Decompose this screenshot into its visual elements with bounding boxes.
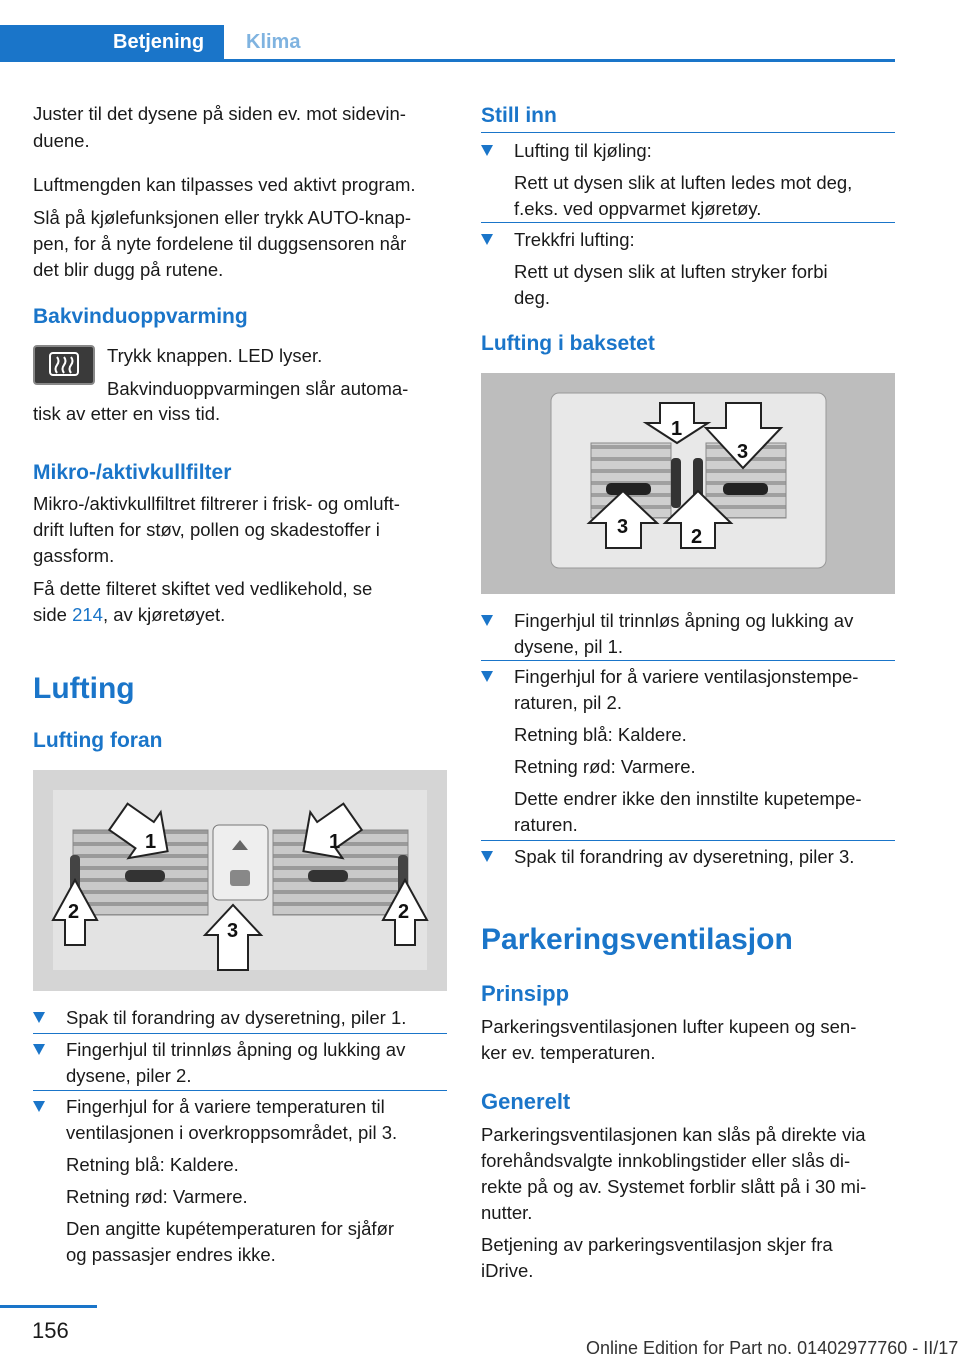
figure-label: 2 — [398, 901, 410, 923]
text-line: dysene, pil 1. — [514, 636, 624, 657]
page-number: 156 — [32, 1318, 69, 1343]
heading-parking-vent: Parkeringsventilasjon — [481, 923, 793, 956]
text-fragment: side — [33, 604, 73, 625]
text-line: Retning rød: Varmere. — [514, 756, 696, 777]
text-line: Betjening av parkeringsventilasjon skjer fra — [481, 1234, 833, 1255]
rear-defrost-glyph — [35, 347, 93, 383]
text-line: Parkeringsventilasjonen kan slås på direkte via — [481, 1124, 866, 1145]
text-line: dysene, piler 2. — [66, 1065, 192, 1086]
figure-label: 1 — [329, 831, 341, 853]
footer-rule — [0, 1305, 97, 1308]
text-line: gassform. — [33, 545, 115, 566]
bullet-triangle-icon — [33, 1101, 45, 1112]
text-line: deg. — [514, 287, 551, 308]
figure-label: 2 — [68, 901, 80, 923]
heading-front-vent: Lufting foran — [33, 729, 163, 752]
heading-filter: Mikro-/aktivkullfilter — [33, 461, 232, 484]
figure-label: 1 — [671, 418, 683, 440]
text-fragment: , av kjøretøyet. — [102, 604, 226, 625]
text-line: Lufting til kjøling: — [514, 140, 652, 161]
rear-vent-illustration — [481, 373, 895, 594]
heading-rear-defrost: Bakvinduoppvarming — [33, 305, 248, 328]
rear-vent-image — [481, 373, 895, 594]
text-line: pen, for å nyte fordelene til duggsensoren når — [33, 233, 407, 254]
text-line: Mikro-/aktivkullfiltret filtrerer i frisk- og omluft- — [33, 493, 400, 514]
bullet-triangle-icon — [481, 851, 493, 862]
heading-rear-vent: Lufting i baksetet — [481, 332, 655, 355]
bullet-triangle-icon — [481, 145, 493, 156]
tab-klima[interactable]: Klima — [246, 31, 301, 53]
list-divider — [481, 840, 895, 841]
text-line: ventilasjonen i overkroppsområdet, pil 3. — [66, 1122, 398, 1143]
text-line: raturen. — [514, 814, 578, 835]
text-line: Dette endrer ikke den innstilte kupetempe- — [514, 788, 862, 809]
text-line: Spak til forandring av dyseretning, piler 1. — [66, 1007, 407, 1028]
bullet-triangle-icon — [481, 615, 493, 626]
text-line: det blir dugg på rutene. — [33, 259, 224, 280]
text-line: Spak til forandring av dyseretning, piler 3. — [514, 846, 855, 867]
bullet-triangle-icon — [481, 234, 493, 245]
text-line: Fingerhjul for å variere ventilasjonstempe- — [514, 666, 859, 687]
bullet-triangle-icon — [33, 1012, 45, 1023]
text-line: Luftmengden kan tilpasses ved aktivt program. — [33, 174, 416, 195]
text-line: forehåndsvalgte innkoblingstider eller slås di- — [481, 1150, 851, 1171]
bullet-triangle-icon — [481, 671, 493, 682]
heading-general: Generelt — [481, 1089, 571, 1114]
tab-betjening[interactable]: Betjening — [0, 25, 224, 60]
text-line: ker ev. temperaturen. — [481, 1042, 656, 1063]
text-line: Retning blå: Kaldere. — [66, 1154, 239, 1175]
heading-still-inn: Still inn — [481, 104, 557, 127]
list-divider — [481, 132, 895, 133]
list-divider — [481, 222, 895, 223]
text-line: Fingerhjul til trinnløs åpning og lukking av — [514, 610, 854, 631]
text-line: Trekkfri lufting: — [514, 229, 635, 250]
list-divider — [33, 1090, 447, 1091]
text-line: drift luften for støv, pollen og skadestoffer i — [33, 519, 380, 540]
figure-label: 1 — [145, 831, 157, 853]
heading-lufting: Lufting — [33, 672, 135, 705]
text-line: Rett ut dysen slik at luften ledes mot deg, — [514, 172, 853, 193]
text-line: Retning blå: Kaldere. — [514, 724, 687, 745]
text-line: Juster til det dysene på siden ev. mot sidevin- — [33, 103, 406, 124]
figure-label: 2 — [691, 526, 703, 548]
text-line: Retning rød: Varmere. — [66, 1186, 248, 1207]
text-line: nutter. — [481, 1202, 533, 1223]
text-line: f.eks. ved oppvarmet kjøretøy. — [514, 198, 762, 219]
bullet-triangle-icon — [33, 1044, 45, 1055]
list-divider — [481, 660, 895, 661]
text-line: Få dette filteret skiftet ved vedlikehold, se — [33, 578, 373, 599]
text-line: Fingerhjul for å variere temperaturen til — [66, 1096, 385, 1117]
front-vent-image — [33, 770, 447, 991]
text-line: Fingerhjul til trinnløs åpning og lukking av — [66, 1039, 406, 1060]
header-bar — [0, 0, 895, 62]
figure-label: 3 — [737, 441, 749, 463]
rear-defrost-icon — [33, 345, 95, 385]
text-line: Slå på kjølefunksjonen eller trykk AUTO-knap- — [33, 207, 412, 228]
list-divider — [33, 1033, 447, 1034]
text-line: Bakvinduoppvarmingen slår automa- — [107, 378, 409, 399]
text-line: og passasjer endres ikke. — [66, 1244, 276, 1265]
edition-note: Online Edition for Part no. 01402977760 - II/17 — [586, 1338, 959, 1358]
header-rule — [0, 59, 895, 62]
text-line: Den angitte kupétemperaturen for sjåfør — [66, 1218, 395, 1239]
text-line: Parkeringsventilasjonen lufter kupeen og sen- — [481, 1016, 857, 1037]
page-link-214[interactable]: 214 — [72, 604, 103, 625]
text-line — [33, 602, 225, 628]
front-vent-illustration — [33, 770, 447, 991]
figure-label: 3 — [617, 516, 629, 538]
text-line: Rett ut dysen slik at luften stryker forbi — [514, 261, 828, 282]
heading-principle: Prinsipp — [481, 981, 570, 1006]
text-line: iDrive. — [481, 1260, 534, 1281]
figure-label: 3 — [227, 920, 239, 942]
text-line: duene. — [33, 130, 90, 151]
text-line: raturen, pil 2. — [514, 692, 622, 713]
text-line: rekte på og av. Systemet forblir slått på i 30 mi- — [481, 1176, 867, 1197]
text-line: tisk av etter en viss tid. — [33, 403, 221, 424]
text-line: Trykk knappen. LED lyser. — [107, 345, 323, 366]
